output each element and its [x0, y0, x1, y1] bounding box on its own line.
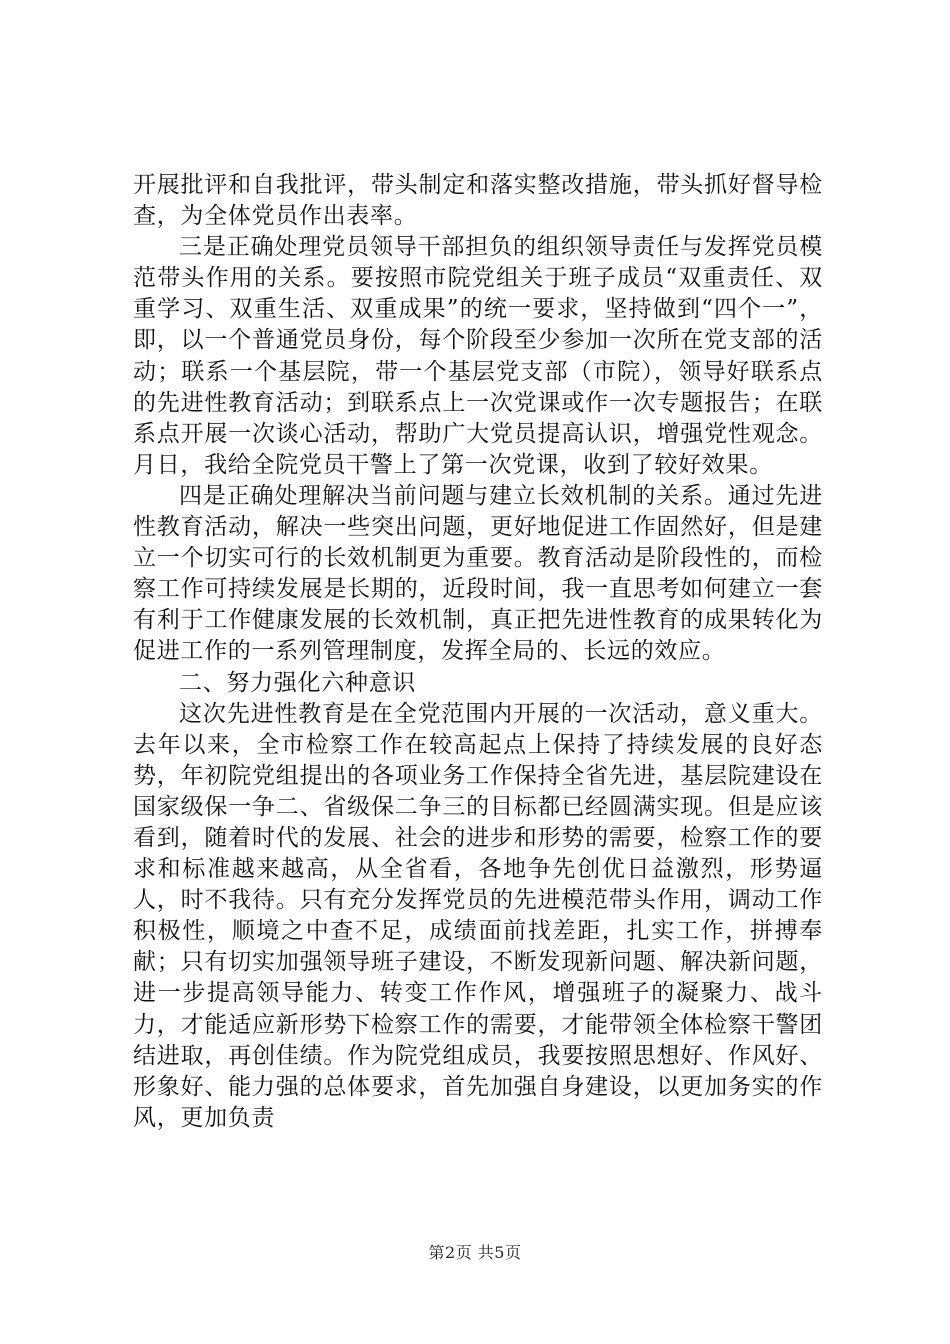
- paragraph-1: 开展批评和自我批评，带头制定和落实整改措施，带头抓好督导检查，为全体党员作出表率。: [133, 172, 823, 230]
- paragraph-2: 三是正确处理党员领导干部担负的组织领导责任与发挥党员模范带头作用的关系。要按照市院党组关于班子成员“双重责任、双重学习、双重生活、双重成果”的统一要求，坚持做到“四个一”，即，以一个普通党员身份，每个阶段至少参加一次所在党支部的活动；联系一个基层院，带一个基层党支部（市院），领导好联系点的先进性教育活动；到联系点上一次党课或作一次专题报告；在联系点开展一次谈心活动，帮助广大党员提高认识，增强党性观念。月日，我给全院党员干警上了第一次党课，收到了较好效果。: [133, 234, 823, 478]
- document-body: [133, 170, 823, 1134]
- paragraph-3: 四是正确处理解决当前问题与建立长效机制的关系。通过先进性教育活动，解决一些突出问题，更好地促进工作固然好，但是建立一个切实可行的长效机制更为重要。教育活动是阶段性的，而检察工作可持续发展是长期的，近段时间，我一直思考如何建立一套有利于工作健康发展的长效机制，真正把先进性教育的成果转化为促进工作的一系列管理制度，发挥全局的、长远的效应。: [133, 482, 823, 665]
- page-footer: 第2页 共5页: [428, 1243, 522, 1262]
- paragraph-4: 这次先进性教育是在全党范围内开展的一次活动，意义重大。去年以来，全市检察工作在较高起点上保持了持续发展的良好态势，年初院党组提出的各项业务工作保持全省先进，基层院建设在国家级保一争二、省级保二争三的目标都已经圆满实现。但是应该看到，随着时代的发展、社会的进步和形势的需要，检察工作的要求和标准越来越高，从全省看，各地争先创优日益激烈，形势逼人，时不我待。只有充分发挥党员的先进模范带头作用，调动工作积极性，顺境之中查不足，成绩面前找差距，扎实工作，拼搏奉献；只有切实加强领导班子建设，不断发现新问题、解决新问题，进一步提高领导能力、转变工作作风，增强班子的凝聚力、战斗力，才能适应新形势下检察工作的需要，才能带领全体检察干警团结进取，再创佳绩。作为院党组成员，我要按照思想好、作风好、形象好、能力强的总体要求，首先加强自身建设，以更加务实的作风，更加负责: [133, 700, 823, 1131]
- section-heading: 二、努力强化六种意识: [179, 669, 416, 696]
